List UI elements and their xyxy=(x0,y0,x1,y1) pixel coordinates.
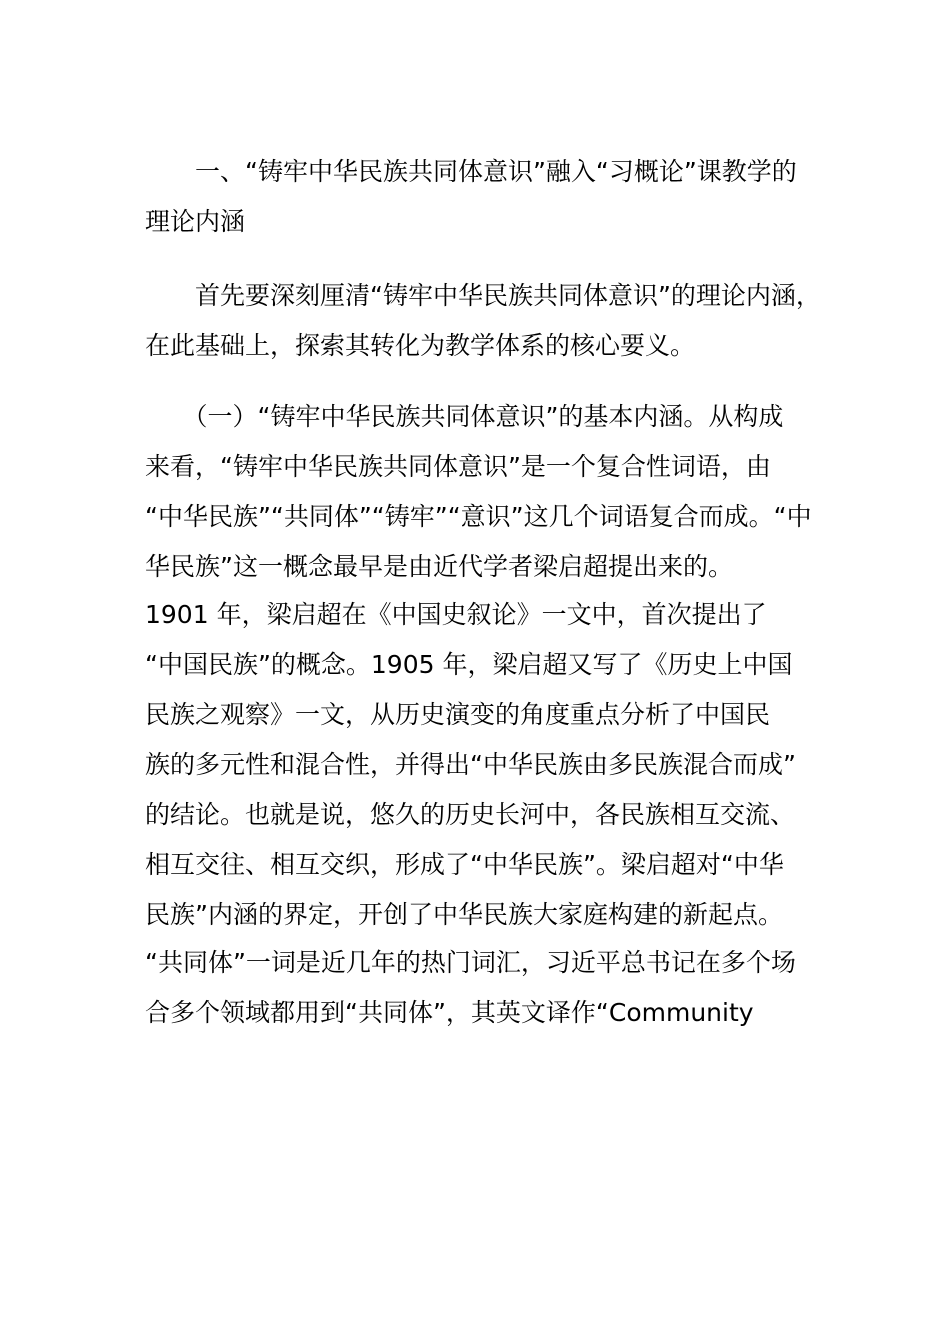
paragraph-2-line-8: 族的多元性和混合性，并得出“中华民族由多民族混合而成” xyxy=(145,750,796,779)
paragraph-2-line-11: 民族”内涵的界定，开创了中华民族大家庭构建的新起点。 xyxy=(145,900,783,929)
paragraph-2-line-5: 1901 年，梁启超在《中国史叙论》一文中，首次提出了 xyxy=(145,600,767,629)
paragraph-2-line-7: 民族之观察》一文，从历史演变的角度重点分析了中国民 xyxy=(145,700,771,729)
section-heading-line-2: 理论内涵 xyxy=(145,207,246,236)
paragraph-2-line-12: “共同体”一词是近几年的热门词汇，习近平总书记在多个场 xyxy=(145,948,796,977)
paragraph-1-line-2: 在此基础上，探索其转化为教学体系的核心要义。 xyxy=(145,331,696,360)
paragraph-2-line-1: （一）“铸牢中华民族共同体意识”的基本内涵。从构成 xyxy=(145,402,784,431)
paragraph-2-line-13: 合多个领域都用到“共同体”，其英文译作“Community xyxy=(145,998,754,1027)
paragraph-2-line-9: 的结论。也就是说，悠久的历史长河中，各民族相互交流、 xyxy=(145,800,796,829)
paragraph-2-line-2: 来看，“铸牢中华民族共同体意识”是一个复合性词语，由 xyxy=(145,452,771,481)
paragraph-2-line-4: 华民族”这一概念最早是由近代学者梁启超提出来的。 xyxy=(145,552,733,581)
paragraph-2-line-10: 相互交往、相互交织，形成了“中华民族”。梁启超对“中华 xyxy=(145,850,784,879)
section-heading-line-1: 一、“铸牢中华民族共同体意识”融入“习概论”课教学的 xyxy=(145,157,797,186)
paragraph-2-line-6: “中国民族”的概念。1905 年，梁启超又写了《历史上中国 xyxy=(145,650,793,679)
paragraph-1-line-1: 首先要深刻厘清“铸牢中华民族共同体意识”的理论内涵， xyxy=(145,281,821,310)
paragraph-2-line-3: “中华民族”“共同体”“铸牢”“意识”这几个词语复合而成。“中 xyxy=(145,502,812,531)
